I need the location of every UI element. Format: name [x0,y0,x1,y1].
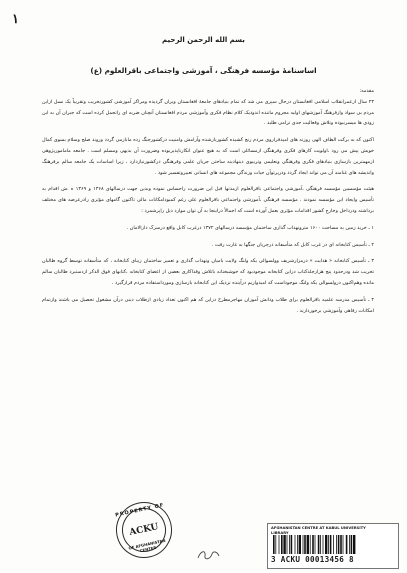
barcode-bar [323,535,324,554]
barcode-bar [346,535,348,554]
barcode-icon [272,535,394,554]
stamp-bottom-text: OF AFGHANISTAN CENTER [128,537,166,554]
barcode-bar [320,535,321,554]
barcode-bar [340,535,342,554]
library-barcode-label [267,523,399,569]
barcode-bar [289,535,290,554]
barcode-bar [343,535,344,554]
page-number: ۱ [12,12,19,27]
barcode-bar [295,535,296,554]
barcode-bar [328,535,329,554]
barcode-bar [304,535,306,554]
barcode-number: 3 ACKU 00013456 8 [271,555,354,564]
barcode-bar [299,535,301,554]
document-body [42,86,374,316]
barcode-bar [287,535,288,554]
paragraph: هیئت مؤسسین مؤسسه فرهنگی ،آموزشی واجتماعی باقرالعلوم ازمدتها قبل این ضرورت راحساس نموده وبدین جهت درسالهای ۱۳۶۸ و ۱۳۶۹ ه .ش اقدام به تأسیس وایجاد این مؤسسه نمودند . مؤسسه فرهنگی ،آموزشی واجتماعی باقرالعلوم علی رغم کمبودامکانات مالی تاکنون گامهای مؤثری رادرعرصه های مختلف برداشته ودرداخل وخارج کشور اقدامات مؤثری بعمل آورده است که اجمالاً دراینجا به آن توان موارد ذیل راپرشمرد : [42,186,374,214]
barcode-bar [279,535,280,554]
barcode-bar [297,535,298,554]
handwritten-mark-icon [196,548,222,562]
barcode-bar [353,535,355,554]
intro-label: مقدمه: [359,88,374,94]
list-item: ۲ ـ تأسیس کتابخانه ای در غرب کابل که متأسفانه درجریان جنگها به غارت رفت . [211,241,374,248]
barcode-bar [349,535,350,554]
library-stamp [111,497,177,563]
barcode-bar [273,535,275,554]
barcode-org-line: LIBRARY [271,530,289,535]
list-item: ۳ ـ تأسیس کتابخانه « هدایت » درمزارشریف وولسوالی یکه ولنگ ولایت بامیان وتهداب گذاری و تعمیر ساختمان زیبای کتابخانه ، که متأسفانه توسط گروه طالبان تخریب شد ودرحدود پنج هزارجلدکتاب دراین کتابخانه موجودبود که خوشبختانه باتلاش وفداکاری بعضی از اعضای کتابخانه ،کتابهای فوق الذکر ازدستبرد طالبان سالم مانده وهم‌اکنون درولسوالی یکه ولنگ موجوداست که امیدواریم درآینده نزدیک این کتابخانه بازسازی ومورداستفاده مردم قرارگیرد . [42,258,374,286]
list-item: ۴ ـ تأسیس مدرسه علمیه باقرالعلوم برای طلاب ودانش آموزان مهاجرمطرح دراین که هم اکنون تعداد زیادی ازطلاب دینی درآن مشغول تحصیل می باشند وازتمام امکانات رفاهی وآموزشی برخوردارند . [42,296,374,314]
barcode-bar [281,535,283,554]
barcode-bar [315,535,316,554]
barcode-bar [275,535,276,554]
stamp-main-text: ACKU [128,522,160,538]
barcode-bar [333,535,334,554]
barcode-bar [351,535,353,554]
paragraph: ۲۳ سال ازعمرانقلاب اسلامی افغانستان درحال سپری می شد که تمام بنیادهای جامعهٔ افغانستان ویران گردیده ومراکز آموزشی کشورتخریب وتقریباً یک نسل ازاین مردم بی سواد وازفرهنگ آموزشهای اولیه محروم ماننده اندودیک کلام نظام فکری وآموزشی مردم افغانستان آنچنان ضربه ای راتحمل کرده است که جبران آن به این زودی ها میسرنبوده وتلاش وفعالیت جدی ترامی طلبد . [42,98,374,127]
barcode-bar [310,535,311,554]
barcode-bar [325,535,327,554]
barcode-org-name [271,526,395,535]
document-title: اساسنامهٔ مؤسسه فرهنگی ، آموزشی واجتماعی باقرالعلوم (ع) [90,66,317,75]
barcode-bar [312,535,314,554]
barcode-bar [318,535,320,554]
bismillah-heading: بسم الله الرحمن الرحیم [162,36,245,44]
barcode-bar [338,535,340,554]
paragraph: اکنون که به برکت الطاف الهی روزنه های امیدفراروی مردم رنج کشیده کشوربازشده وآرامش وامنیت درکشورجنگ زده مابازمی گردد وروند صلح وسلام بسوی کمال خویش پیش می رود ،اولویت کارهای فکری وفرهنگی ازمسائلی است که به هیچ عنوان انکارناپذیربوده وضرورت آن بدیهی ومسلم است . جامعه مامامورپژوهی ازمهمترین بازسازی بنیادهای فکری وفرهنگی ونعلیمی وتربیوی دینهادینه ساختن جریان علمی وفرهنگی درکشورنیازدارد ، زیرا اساسات یک جامعه سالم برفرهنگ واندیشه های غنامند آن می تواند ایجاد گردد ودرپرتوآن حیات وزندگی مجموعه های انسانی تعبیروتفسیر شود . [42,137,374,176]
barcode-bar [283,535,285,554]
barcode-org-line: AFGHANISTAN CENTRE AT KABUL UNIVERSITY [271,526,366,530]
barcode-bar [330,535,332,554]
barcode-bar [291,535,293,554]
stamp-top-text: PROPERTY OF [114,502,165,519]
list-item: ۱ ـ خرید زمین به مساحت ۱۶۰۰ مترونهداب گذاری ساختمان مؤسسه درسالهای ۱۳۷۲ درغرب کابل واقع درسرک دارالامان . [126,224,374,231]
barcode-bar [307,535,309,554]
barcode-bar [303,535,304,554]
barcode-bar [336,535,337,554]
